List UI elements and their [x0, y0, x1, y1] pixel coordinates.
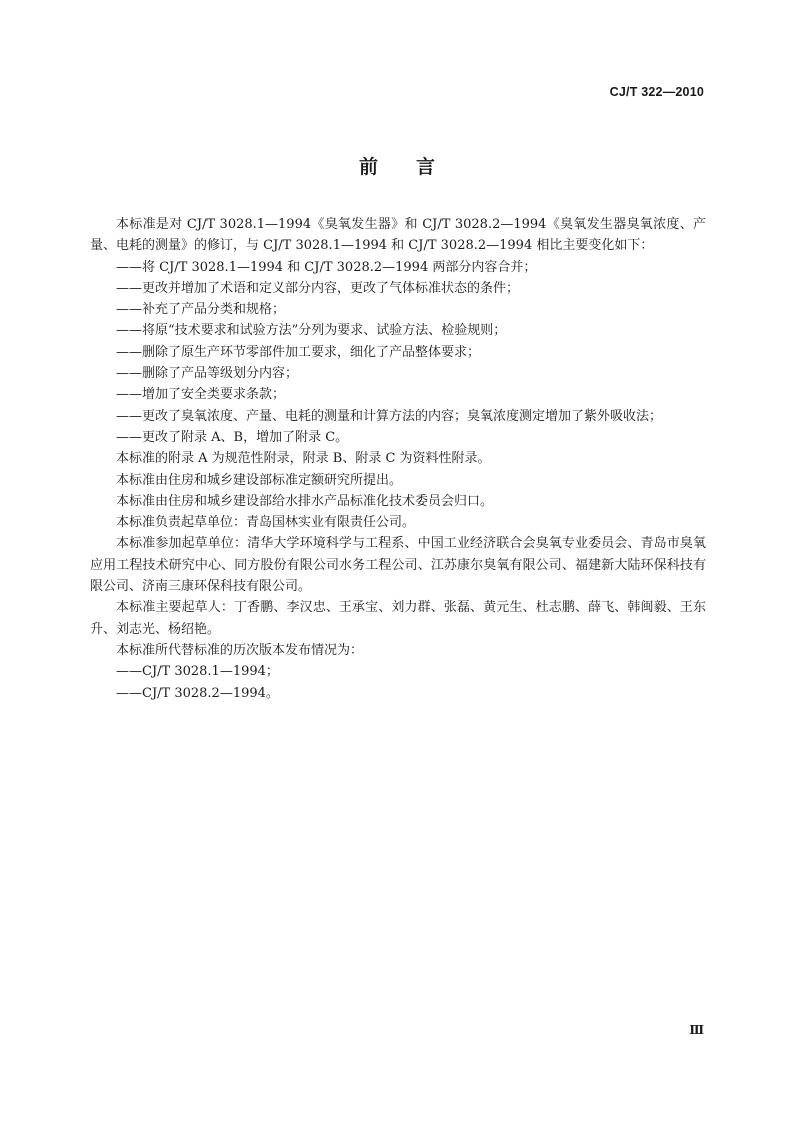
- intro-paragraph: 本标准是对 CJ/T 3028.1—1994《臭氧发生器》和 CJ/T 3028.2—1994《臭氧发生器臭氧浓度、产量、电耗的测量》的修订，与 CJ/T 3028.1—1994 和 CJ/T 3028.2—1994 相比主要变化如下：: [90, 217, 706, 254]
- participating-drafters-note: 本标准参加起草单位：清华大学环境科学与工程系、中国工业经济联合会臭氧专业委员会、青岛市臭氧应用工程技术研究中心、同方股份有限公司水务工程公司、江苏康尔臭氧有限公司、福建新大陆环保科技有限公司、济南三康环保科技有限公司。: [90, 536, 706, 595]
- change-item: ——删除了产品等级划分内容；: [116, 366, 299, 382]
- lead-drafter-note: 本标准负责起草单位：青岛国林实业有限责任公司。: [116, 515, 416, 531]
- change-item: ——更改了臭氧浓度、产量、电耗的测量和计算方法的内容；臭氧浓度测定增加了紫外吸收法；: [116, 408, 663, 424]
- annex-note: 本标准的附录 A 为规范性附录，附录 B、附录 C 为资料性附录。: [116, 451, 491, 467]
- change-item: ——将原“技术要求和试验方法”分列为要求、试验方法、检验规则；: [116, 323, 507, 339]
- page-title: 前言: [358, 156, 473, 178]
- committee-note: 本标准由住房和城乡建设部给水排水产品标准化技术委员会归口。: [116, 493, 494, 509]
- change-item: ——补充了产品分类和规格；: [116, 302, 286, 318]
- history-item: ——CJ/T 3028.2—1994。: [116, 685, 279, 701]
- change-item: ——将 CJ/T 3028.1—1994 和 CJ/T 3028.2—1994 两部分内容合并；: [116, 259, 537, 275]
- change-item: ——更改并增加了术语和定义部分内容，更改了气体标准状态的条件；: [116, 280, 520, 296]
- change-item: ——增加了安全类要求条款；: [116, 387, 286, 403]
- proposer-note: 本标准由住房和城乡建设部标准定额研究所提出。: [116, 472, 403, 488]
- history-item: ——CJ/T 3028.1—1994；: [116, 664, 279, 680]
- page-number: Ⅲ: [689, 1023, 704, 1037]
- change-item: ——更改了附录 A、B，增加了附录 C。: [116, 429, 349, 445]
- foreword-body: [90, 214, 706, 704]
- change-item: ——删除了原生产环节零部件加工要求，细化了产品整体要求；: [116, 344, 481, 360]
- history-intro: 本标准所代替标准的历次版本发布情况为：: [116, 642, 364, 658]
- standard-code: CJ/T 322—2010: [609, 85, 704, 99]
- main-drafters-note: 本标准主要起草人：丁香鹏、李汉忠、王承宝、刘力群、张磊、黄元生、杜志鹏、薛飞、韩闽毅、王东升、刘志光、杨绍艳。: [90, 600, 706, 637]
